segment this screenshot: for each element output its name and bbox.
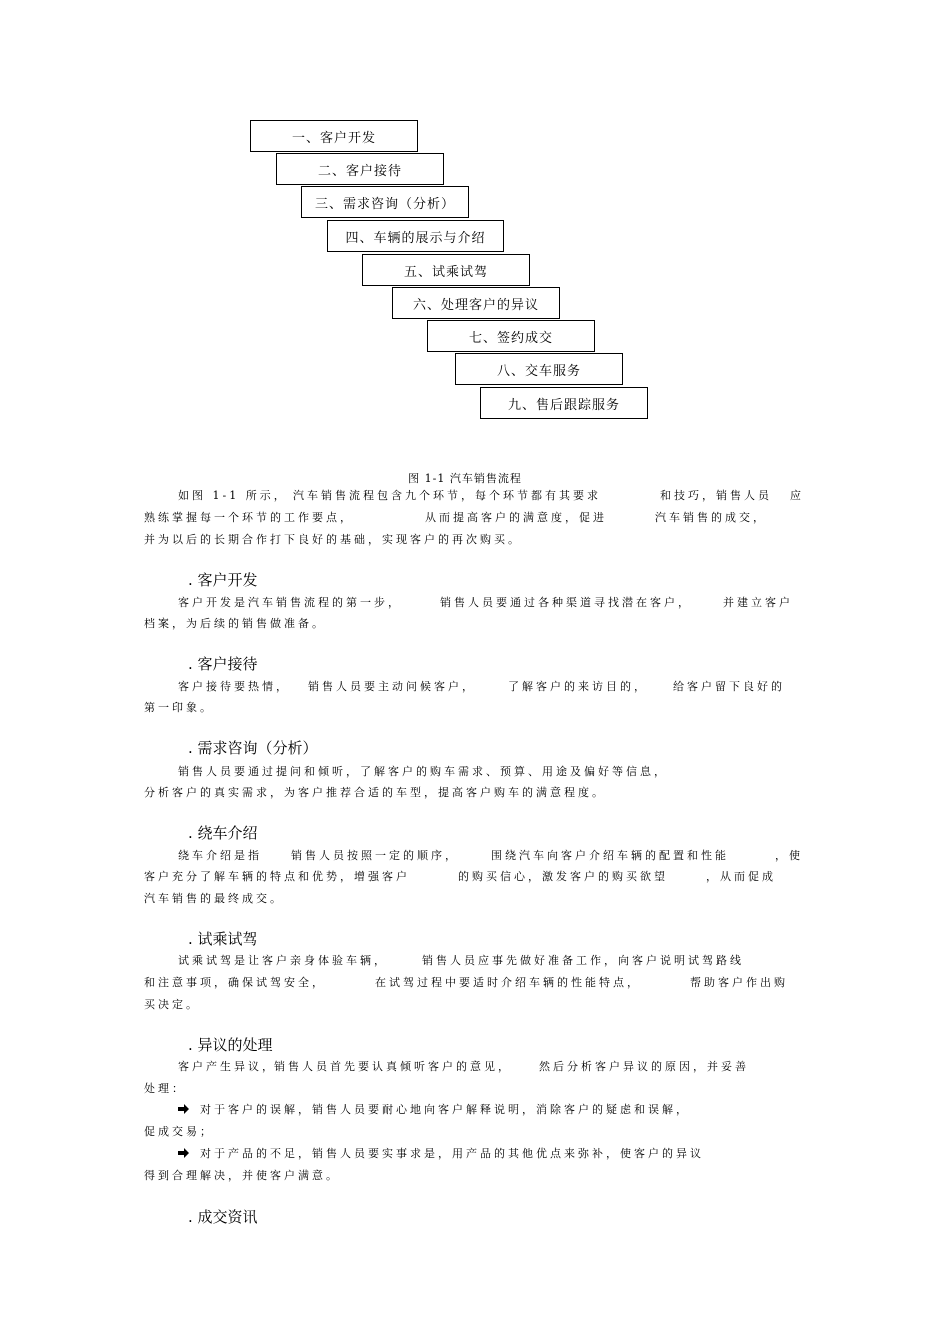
s4-line-1a: 绕车介绍是指 [178,849,262,862]
right-arrow-icon [178,1147,190,1159]
s6-bullet-2b: 得到合理解决，并使客户满意。 [144,1169,340,1182]
right-arrow-icon [178,1103,190,1115]
flow-step-1: 一、客户开发 [250,120,418,152]
s4-line-3: 汽车销售的最终成交。 [144,892,284,905]
s6-bullet-1a: 对于客户的误解，销售人员要耐心地向客户解释说明，消除客户的疑虑和误解， [200,1103,690,1116]
flow-step-6: 六、处理客户的异议 [392,287,560,319]
intro-line-1c: 和技巧，销售人员 [660,489,772,502]
section-heading-test-drive: . 试乘试驾 [188,930,258,948]
flow-step-4: 四、车辆的展示与介绍 [327,220,504,252]
section-heading-customer-development: . 客户开发 [188,571,258,589]
s1-line-1b: 销售人员要通过各种渠道寻找潜在客户， [440,596,692,609]
flow-step-5: 五、试乘试驾 [362,254,530,286]
s4-line-1b: 销售人员按照一定的顺序， [291,849,459,862]
flow-step-2: 二、客户接待 [276,153,444,185]
s6-line-1b: 销售人员首先要认真倾听客户的意见， [274,1060,512,1073]
s5-line-3: 买决定。 [144,998,200,1011]
section-heading-objection-handling: . 异议的处理 [188,1036,273,1054]
intro-line-1a: 如图 1-1 所示， [178,489,288,502]
s4-line-2c: ，从而促成 [706,870,776,883]
s5-line-2c: 帮助客户作出购 [690,976,788,989]
section-heading-deal-closing: . 成交资讯 [188,1208,258,1226]
s3-line-1: 销售人员要通过提问和倾听，了解客户的购车需求、预算、用途及偏好等信息， [178,765,668,778]
s6-bullet-1b: 促成交易； [144,1125,214,1138]
s4-line-2a: 客户充分了解车辆的特点和优势，增强客户 [144,870,410,883]
s2-line-1b: 销售人员要主动问候客户， [308,680,476,693]
intro-line-2a: 熟练掌握每一个环节的工作要点， [144,511,354,524]
s2-line-1d: 给客户留下良好的 [673,680,785,693]
s4-line-1c: 围绕汽车向客户介绍车辆的配置和性能 [491,849,729,862]
s6-line-1c: 然后分析客户异议的原因，并妥善 [539,1060,749,1073]
s1-line-1c: 并建立客户 [723,596,793,609]
s6-line-2: 处理： [144,1082,186,1095]
intro-line-1b: 汽车销售流程包含九个环节，每个环节都有其要求 [293,489,601,502]
s3-line-2: 分析客户的真实需求，为客户推荐合适的车型，提高客户购车的满意程度。 [144,786,606,799]
s1-line-1a: 客户开发是汽车销售流程的第一步， [178,596,402,609]
section-heading-needs-analysis: . 需求咨询（分析） [188,739,318,757]
intro-line-3: 并为以后的长期合作打下良好的基础，实现客户的再次购买。 [144,533,522,546]
flow-step-3: 三、需求咨询（分析） [301,186,469,218]
s5-line-2a: 和注意事项，确保试驾安全， [144,976,326,989]
s4-line-2b: 的购买信心，激发客户的购买欲望 [458,870,668,883]
section-heading-vehicle-walkaround: . 绕车介绍 [188,824,258,842]
s2-line-2: 第一印象。 [144,701,214,714]
s4-line-1d: ，使 [775,849,803,862]
s2-line-1a: 客户接待要热情， [178,680,290,693]
flow-step-9: 九、售后跟踪服务 [480,387,648,419]
s6-line-1a: 客户产生异议， [178,1060,276,1073]
s1-line-2: 档案，为后续的销售做准备。 [144,617,326,630]
s6-bullet-2a: 对于产品的不足，销售人员要实事求是，用产品的其他优点来弥补，使客户的异议 [200,1147,704,1160]
intro-line-2b: 从而提高客户的满意度，促进 [425,511,607,524]
figure-caption: 图 1-1 汽车销售流程 [408,472,522,485]
s2-line-1c: 了解客户的来访目的， [508,680,648,693]
section-heading-customer-reception: . 客户接待 [188,655,258,673]
s5-line-1a: 试乘试驾是让客户亲身体验车辆， [178,954,388,967]
s5-line-2b: 在试驾过程中要适时介绍车辆的性能特点， [375,976,641,989]
intro-line-1d: 应 [790,489,804,502]
intro-line-2c: 汽车销售的成交， [655,511,767,524]
flow-step-7: 七、签约成交 [427,320,595,352]
flow-step-8: 八、交车服务 [455,353,623,385]
s5-line-1b: 销售人员应事先做好准备工作，向客户说明试驾路线 [422,954,744,967]
